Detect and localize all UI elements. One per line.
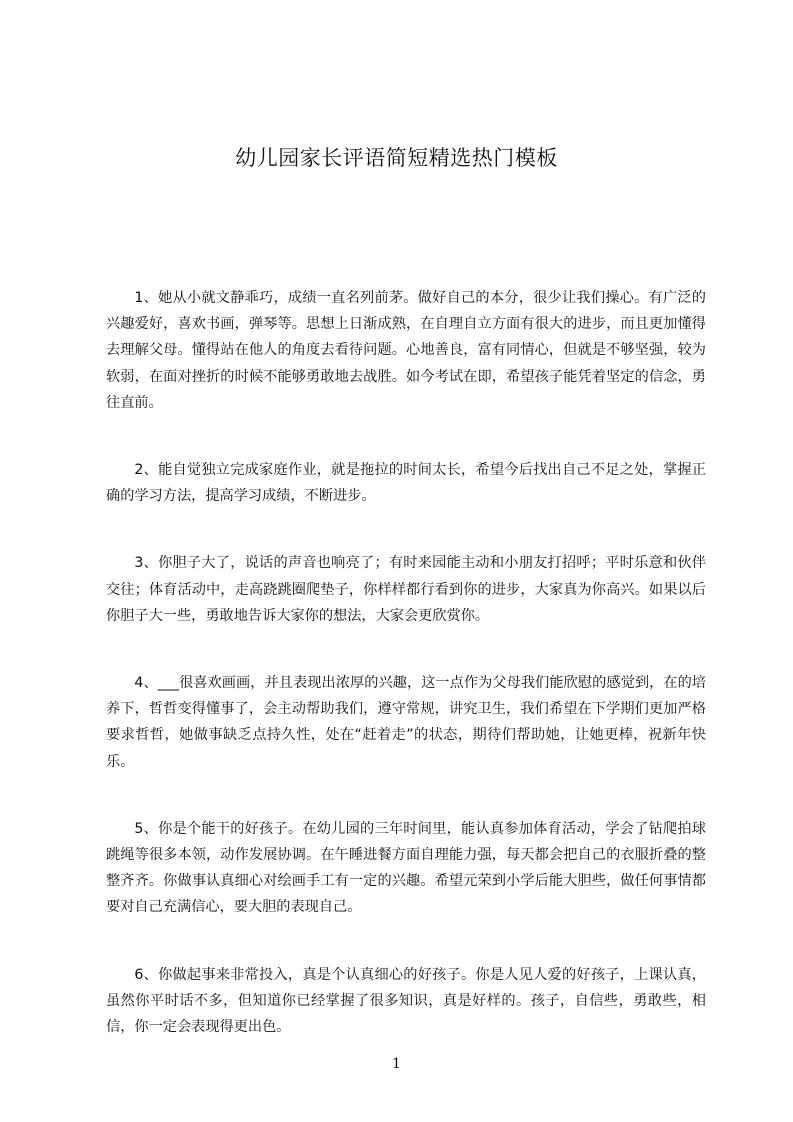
page-number: 1 — [392, 1056, 401, 1072]
paragraph-2: 2、能自觉独立完成家庭作业，就是拖拉的时间太长，希望今后找出自己不足之处，掌握正确的学习方法，提高学习成绩，不断进步。 — [106, 462, 706, 505]
paragraph-6: 6、你做起事来非常投入，真是个认真细心的好孩子。你是人见人爱的好孩子，上课认真，虽然你平时话不多，但知道你已经掌握了很多知识，真是好样的。孩子，自信些，勇敢些，相信，你一定会表现得更出色。 — [106, 966, 706, 1036]
paragraph-1: 1、她从小就文静乖巧，成绩一直名列前茅。做好自己的本分，很少让我们操心。有广泛的兴趣爱好，喜欢书画，弹琴等。思想上日渐成熟，在自理自立方面有很大的进步，而且更加懂得去理解父母。懂得站在他人的角度去看待问题。心地善良，富有同情心，但就是不够坚强，较为软弱，在面对挫折的时候不能够勇敢地去战胜。如今考试在即，希望孩子能凭着坚定的信念，勇往直前。 — [106, 290, 706, 411]
paragraph-4: 4、___很喜欢画画，并且表现出浓厚的兴趣，这一点作为父母我们能欣慰的感觉到，在的培养下，哲哲变得懂事了，会主动帮助我们，遵守常规，讲究卫生，我们希望在下学期们更加严格要求哲哲，她做事缺乏点持久性，处在“赶着走”的状态，期待们帮助她，让她更棒，祝新年快乐。 — [106, 675, 706, 770]
paragraph-5: 5、你是个能干的好孩子。在幼儿园的三年时间里，能认真参加体育活动，学会了钻爬拍球跳绳等很多本领，动作发展协调。在午睡进餐方面自理能力强，每天都会把自己的衣服折叠的整整齐齐。你做事认真细心对绘画手工有一定的兴趣。希望元荣到小学后能大胆些，做任何事情都要对自己充满信心，要大胆的表现自己。 — [106, 820, 706, 916]
paragraph-3: 3、你胆子大了，说话的声音也响亮了；有时来园能主动和小朋友打招呼；平时乐意和伙伴交往；体育活动中，走高跷跳圈爬垫子，你样样都行看到你的进步，大家真为你高兴。如果以后你胆子大一些，勇敢地告诉大家你的想法，大家会更欣赏你。 — [106, 555, 706, 624]
document-body — [106, 285, 706, 1081]
document-title: 幼儿园家长评语简短精选热门模板 — [235, 146, 558, 170]
